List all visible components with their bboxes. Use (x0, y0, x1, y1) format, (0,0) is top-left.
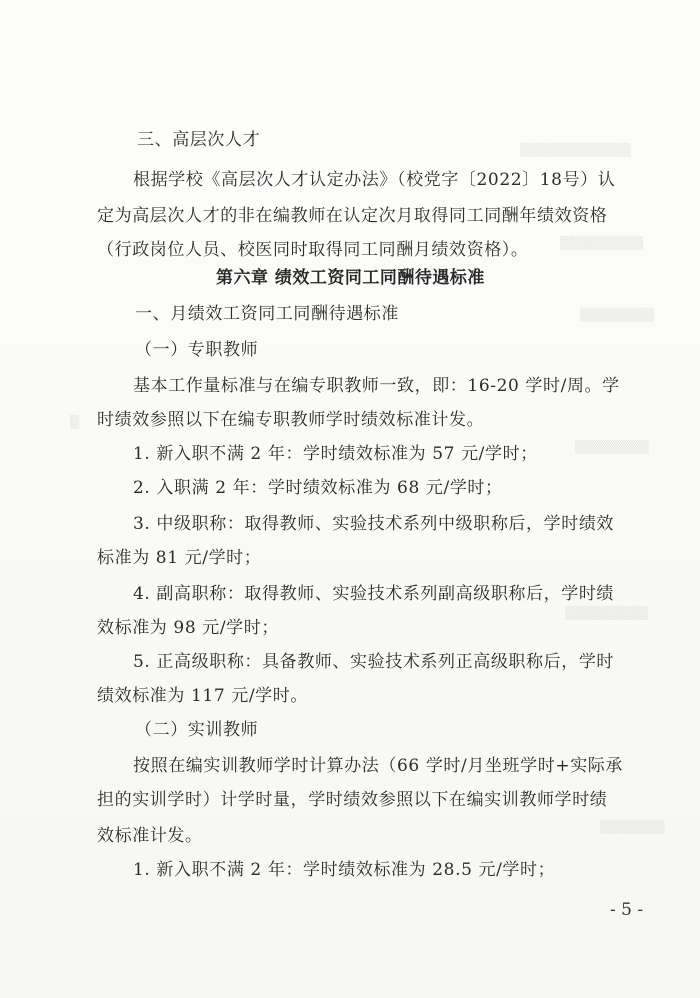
paragraph-line: 定为高层次人才的非在编教师在认定次月取得同工同酬年绩效资格 (97, 206, 608, 226)
list-item: 1. 新入职不满 2 年：学时绩效标准为 57 元/学时； (133, 444, 538, 464)
section-heading: 三、高层次人才 (137, 130, 261, 150)
chapter-title: 第六章 绩效工资同工同酬待遇标准 (216, 268, 485, 288)
paragraph-line: 效标准计发。 (97, 826, 203, 846)
list-item: 3. 中级职称：取得教师、实验技术系列中级职称后，学时绩效 (133, 514, 615, 534)
bleed-through-decoration: ▒ (70, 415, 80, 429)
paragraph-line: 基本工作量标准与在编专职教师一致，即：16-20 学时/周。学 (133, 376, 620, 396)
subsection-heading: 一、月绩效工资同工同酬待遇标准 (135, 304, 399, 324)
list-item-continuation: 绩效标准为 117 元/学时。 (97, 686, 308, 706)
paragraph-line: 担的实训学时）计学时量，学时绩效参照以下在编实训教师学时绩 (97, 790, 608, 810)
list-item-continuation: 标准为 81 元/学时； (97, 548, 262, 568)
subsection-heading: （一）专职教师 (135, 340, 259, 360)
bleed-through-decoration: ▒▒▒▒▒▒▒▒ (580, 308, 654, 322)
paragraph-line: 时绩效参照以下在编专职教师学时绩效标准计发。 (97, 410, 485, 430)
list-item: 2. 入职满 2 年：学时绩效标准为 68 元/学时； (133, 478, 503, 498)
page-number: - 5 - (610, 900, 644, 920)
list-item: 4. 副高职称：取得教师、实验技术系列副高级职称后，学时绩 (133, 584, 615, 604)
bleed-through-decoration: ▒▒▒▒▒▒▒▒▒▒▒▒ (520, 143, 631, 157)
bleed-through-decoration: ▒▒▒▒▒▒▒▒ (575, 440, 649, 454)
paragraph-line: 按照在编实训教师学时计算办法（66 学时/月坐班学时+实际承 (133, 756, 624, 776)
bleed-through-decoration: ▒▒▒▒▒▒▒ (600, 820, 665, 834)
paragraph-line: （行政岗位人员、校医同时取得同工同酬月绩效资格）。 (97, 240, 529, 260)
bleed-through-decoration: ▒▒▒▒▒▒▒▒▒ (560, 236, 644, 250)
list-item: 5. 正高级职称：具备教师、实验技术系列正高级职称后，学时 (133, 652, 615, 672)
list-item: 1. 新入职不满 2 年：学时绩效标准为 28.5 元/学时； (133, 860, 556, 880)
paragraph-line: 根据学校《高层次人才认定办法》（校党字〔2022〕18号）认 (133, 170, 616, 190)
bleed-through-decoration: ▒▒▒▒▒▒▒▒▒ (565, 606, 649, 620)
subsection-heading: （二）实训教师 (135, 720, 259, 740)
list-item-continuation: 效标准为 98 元/学时； (97, 618, 279, 638)
